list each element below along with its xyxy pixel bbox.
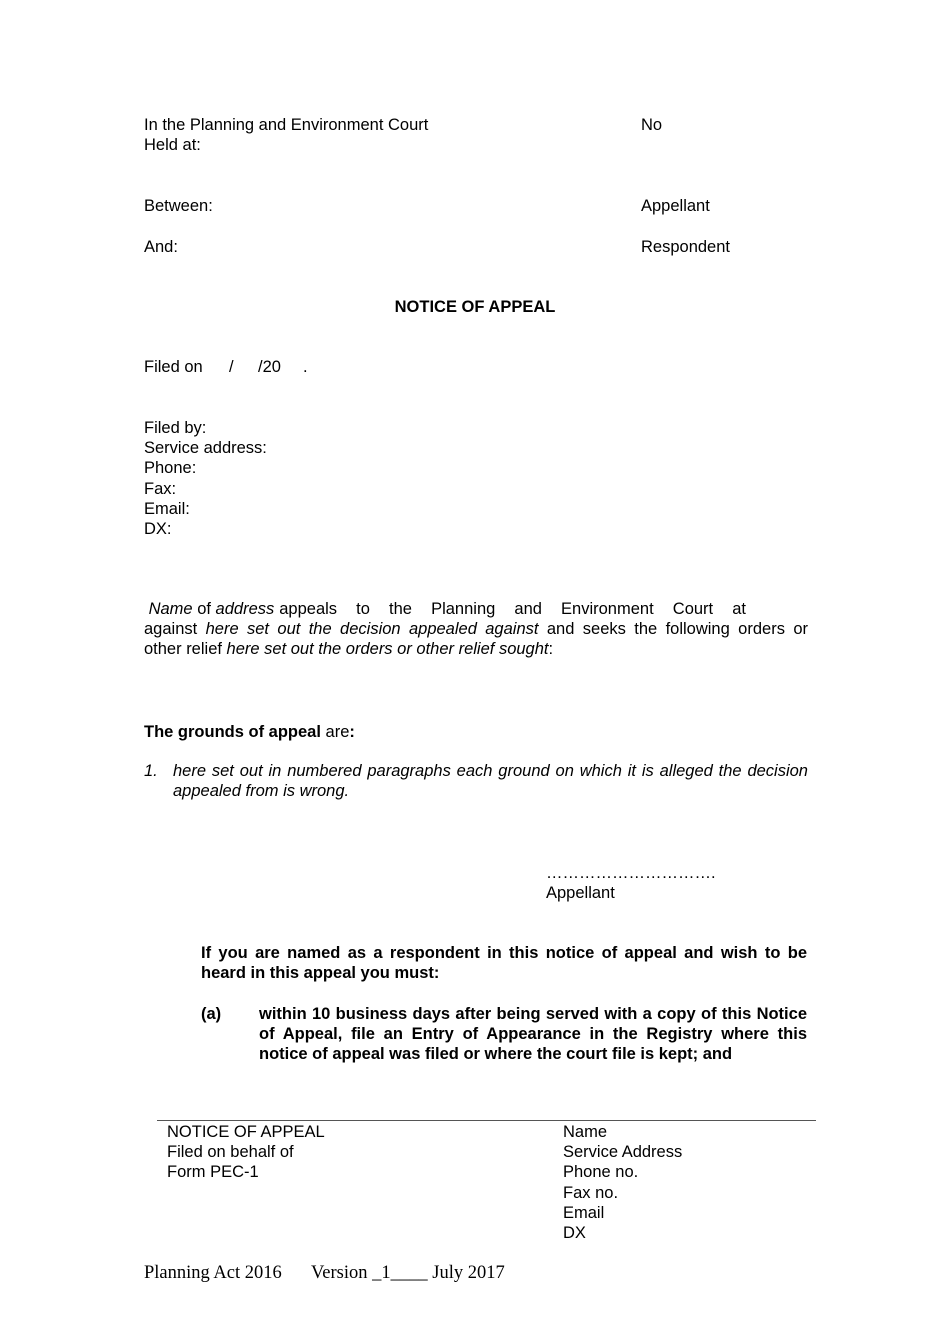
case-number-label: No xyxy=(641,116,663,134)
signature-label: Appellant xyxy=(546,884,615,902)
footer-version: Version _1____ July 2017 xyxy=(311,1263,505,1283)
email-label: Email: xyxy=(144,500,190,518)
phone-label: Phone: xyxy=(144,459,197,477)
body-line-3 xyxy=(144,639,553,659)
footer-act: Planning Act 2016 xyxy=(144,1263,282,1283)
grounds-are: are xyxy=(320,723,350,741)
footer-left-line-3: Form PEC-1 xyxy=(167,1163,259,1181)
respondent-label: Respondent xyxy=(641,238,730,256)
body-line-1 xyxy=(144,599,808,619)
grounds-heading-text: The grounds of appeal xyxy=(144,723,321,741)
footer-divider xyxy=(157,1120,816,1121)
footer-left-line-2: Filed on behalf of xyxy=(167,1143,294,1161)
footer-right-service-address: Service Address xyxy=(563,1143,683,1161)
appellant-address-placeholder: address xyxy=(215,600,275,618)
body-colon: : xyxy=(548,640,554,658)
footer-right-phone: Phone no. xyxy=(563,1163,639,1181)
respondent-notice-intro: If you are named as a respondent in this notice of appeal and wish to be heard in this appeal you must: xyxy=(201,944,807,982)
footer-right-dx: DX xyxy=(563,1224,586,1242)
appellant-label: Appellant xyxy=(641,197,710,215)
filed-on-slash-1: / xyxy=(229,358,234,376)
filed-on-year: /20 xyxy=(258,358,281,376)
and-label: And: xyxy=(144,238,178,256)
body-of: of xyxy=(192,600,216,618)
notice-item-label: (a) xyxy=(201,1005,222,1023)
ground-item-number: 1. xyxy=(144,762,158,780)
footer-right-fax: Fax no. xyxy=(563,1184,619,1202)
between-label: Between: xyxy=(144,197,213,215)
filed-on-period: . xyxy=(303,358,308,376)
decision-placeholder: here set out the decision appealed against xyxy=(205,620,539,638)
dx-label: DX: xyxy=(144,520,172,538)
filed-by-label: Filed by: xyxy=(144,419,207,437)
body-seeks: and seeks the following orders or xyxy=(538,620,808,638)
footer-right-name: Name xyxy=(563,1123,608,1141)
body-other-relief: other relief xyxy=(144,640,227,658)
footer-right-email: Email xyxy=(563,1204,605,1222)
footer-left-line-1: NOTICE OF APPEAL xyxy=(167,1123,325,1141)
court-name: In the Planning and Environment Court xyxy=(144,116,429,134)
held-at-label: Held at: xyxy=(144,136,201,154)
ground-item-text: here set out in numbered paragraphs each ground on which it is alleged the decision appealed from is wrong. xyxy=(173,762,808,800)
signature-line: …………………………. xyxy=(546,864,716,882)
body-appeals-text: appeals to the Planning and Environment Court at xyxy=(279,600,746,618)
grounds-colon: : xyxy=(349,723,355,741)
notice-item-text: within 10 business days after being served with a copy of this Notice of Appeal, file an Entry of Appearance in the Registry where this notice of appeal was filed or where the court file is kept; and xyxy=(259,1005,807,1063)
body-against: against xyxy=(144,620,206,638)
fax-label: Fax: xyxy=(144,480,177,498)
filed-on-label: Filed on xyxy=(144,358,203,376)
orders-placeholder: here set out the orders or other relief sought xyxy=(226,640,549,658)
service-address-label: Service address: xyxy=(144,439,267,457)
body-line-2 xyxy=(144,619,808,639)
document-title: NOTICE OF APPEAL xyxy=(394,298,556,316)
grounds-heading xyxy=(144,722,355,742)
appellant-name-placeholder: Name xyxy=(148,600,193,618)
